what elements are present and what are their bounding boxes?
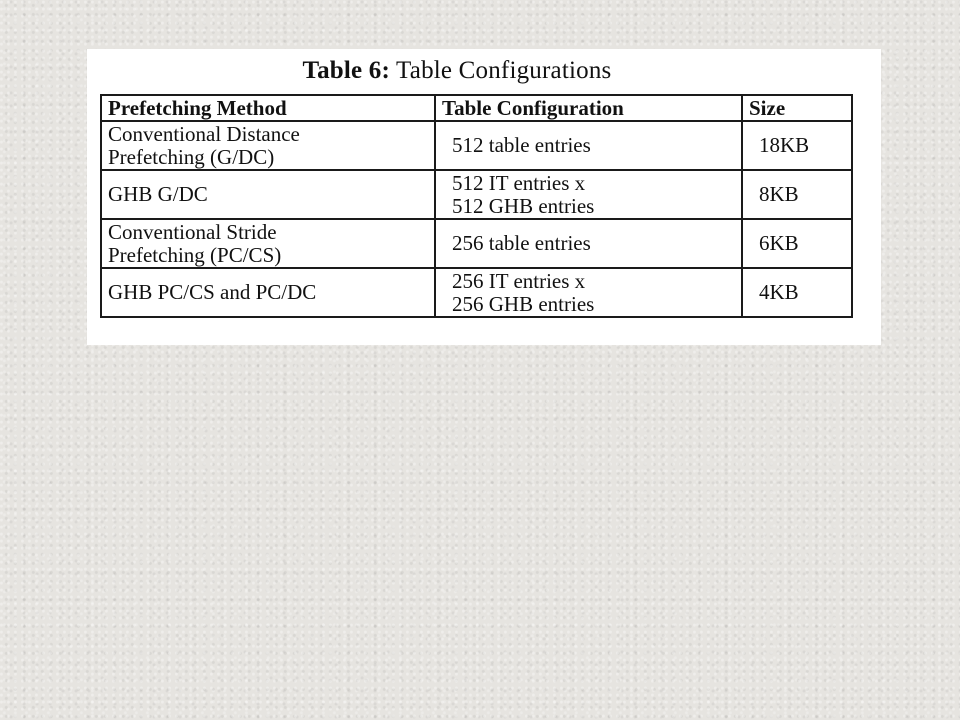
method-cell <box>101 268 435 317</box>
method-line: GHB PC/CS and PC/DC <box>108 280 317 304</box>
config-cell <box>435 121 742 170</box>
table-caption <box>60 57 854 85</box>
method-cell <box>101 121 435 170</box>
config-cell <box>435 268 742 317</box>
table-row <box>101 268 852 317</box>
header-table-configuration: Table Configuration <box>435 95 742 121</box>
size-cell: 18KB <box>742 121 852 170</box>
config-cell <box>435 170 742 219</box>
method-line: Prefetching (PC/CS) <box>108 242 282 267</box>
header-size: Size <box>742 95 852 121</box>
table-row <box>101 121 852 170</box>
config-line: 512 GHB entries <box>452 193 595 218</box>
method-cell <box>101 170 435 219</box>
config-line: 256 IT entries x <box>452 268 586 293</box>
method-cell <box>101 219 435 268</box>
configuration-table <box>100 94 853 318</box>
config-cell <box>435 219 742 268</box>
method-line: Prefetching (G/DC) <box>108 144 275 169</box>
method-line: Conventional Distance <box>108 121 300 146</box>
method-line: GHB G/DC <box>108 182 208 206</box>
caption-label: Table 6: <box>302 57 391 84</box>
size-cell: 4KB <box>742 268 852 317</box>
config-line: 256 GHB entries <box>452 291 595 316</box>
header-row <box>101 95 852 121</box>
config-line: 512 IT entries x <box>452 170 586 195</box>
table-row <box>101 170 852 219</box>
method-line: Conventional Stride <box>108 219 277 244</box>
size-cell: 6KB <box>742 219 852 268</box>
table-image-panel <box>87 49 881 345</box>
size-cell: 8KB <box>742 170 852 219</box>
table-row <box>101 219 852 268</box>
caption-text: Table Configurations <box>396 57 612 84</box>
header-prefetching-method: Prefetching Method <box>101 95 435 121</box>
config-line: 512 table entries <box>452 133 591 157</box>
config-line: 256 table entries <box>452 231 591 255</box>
